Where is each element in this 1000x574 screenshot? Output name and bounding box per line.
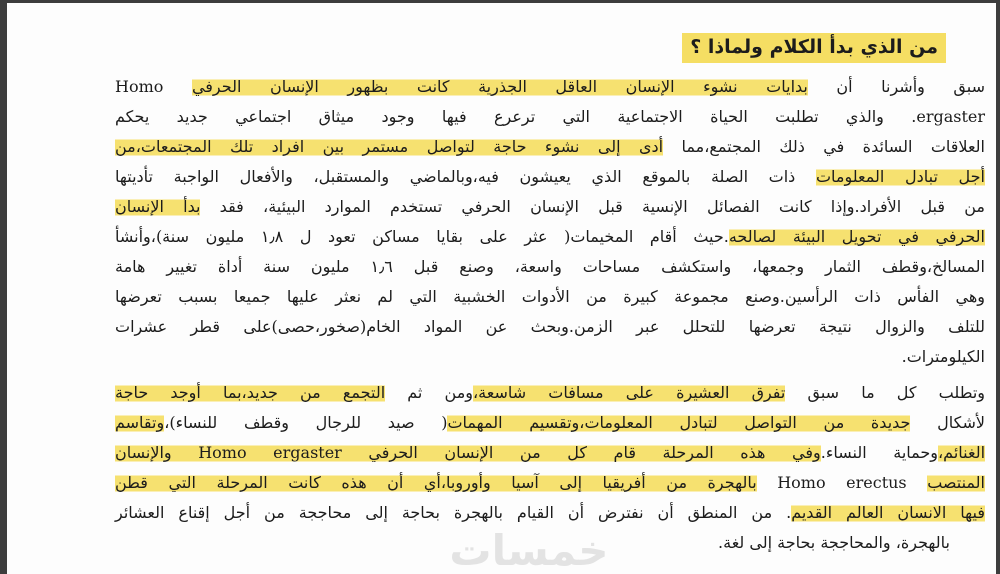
text-line	[115, 498, 985, 528]
highlighted-text: الغنائم،	[938, 443, 986, 462]
text-segment: لأشكال	[910, 413, 985, 432]
highlighted-text: وتقاسم	[115, 413, 165, 432]
highlighted-text: المنتصب	[927, 473, 985, 492]
title-highlight: من الذي بدأ الكلام ولماذا ؟	[682, 33, 946, 63]
highlighted-text: جديدة من التواصل لتبادل المعلومات،وتقسيم المهمات	[447, 413, 911, 432]
text-line	[115, 192, 985, 222]
text-segment: سبق وأشرنا أن	[807, 77, 986, 96]
page-title	[7, 36, 946, 58]
frame-right-edge	[996, 0, 1000, 574]
document-page	[7, 3, 996, 574]
text-segment: للتلف والزوال نتيجة تعرضها للتحلل عبر الزمن.وبحث عن المواد الخام(صخور،حصى)على قطر عشرات	[115, 317, 985, 336]
text-line	[115, 162, 985, 192]
text-segment: . من المنطق أن نفترض أن القيام بالهجرة بحاجة إلى محاججة من أجل إقناع العشائر	[115, 503, 792, 522]
text-segment: بالهجرة، والمحاججة بحاجة إلى لغة.	[718, 533, 950, 552]
text-segment: ( صيد للرجال وقطف للنساء)،	[164, 413, 448, 432]
text-line	[115, 72, 985, 102]
text-line	[115, 102, 985, 132]
text-line	[115, 438, 985, 468]
watermark-khamsat: خمسات	[449, 526, 609, 574]
highlighted-text: بدأ الإنسان	[115, 197, 201, 216]
text-line	[115, 378, 985, 408]
highlighted-text: فيها الانسان العالم القديم	[791, 503, 985, 522]
text-segment: وتطلب كل ما سبق	[785, 383, 985, 402]
text-segment: من قبل الأفراد.وإذا كانت الفصائل الإنسية قبل الإنسان الحرفي تستخدم الموارد البيئية، فقد	[200, 197, 986, 216]
highlighted-text: أدى إلى نشوء حاجة لتواصل مستمر بين افراد تلك المجتمعات،من	[115, 137, 664, 156]
highlighted-text: تفرق العشيرة على مسافات شاسعة،	[473, 383, 786, 402]
text-segment: Homo erectus	[756, 473, 928, 492]
text-segment: ذات الصلة بالموقع الذي يعيشون فيه،وبالماضي والمستقبل، والأفعال الواجبة تأديتها	[115, 167, 816, 186]
highlighted-text: وفي هذه المرحلة قام كل من الإنسان الحرفي Homo ergaster والإنسان	[115, 443, 821, 462]
text-segment: العلاقات السائدة في ذلك المجتمع،مما	[663, 137, 986, 156]
text-segment: الكيلومترات.	[901, 347, 985, 366]
highlighted-text: التجمع من جديد،بما أوجد حاجة	[115, 383, 386, 402]
text-segment: المسالخ،وقطف الثمار وجمعها، واستكشف مساحات واسعة، وصنع قبل ١٫٦ مليون سنة أداة تغيير هامة	[115, 257, 986, 276]
highlighted-text: الحرفي في تحويل البيئة لصالحه	[728, 227, 986, 246]
document-body	[115, 72, 985, 558]
text-line	[115, 468, 985, 498]
text-segment: ومن ثم	[385, 383, 474, 402]
text-segment: ergaster. والذي تطلبت الحياة الاجتماعية التي ترعرع فيها وجود ميثاق اجتماعي جديد يحكم	[115, 107, 985, 126]
frame-left-edge	[0, 0, 7, 574]
text-line	[115, 342, 985, 372]
text-segment: وهي الفأس ذات الرأسين.وصنع مجموعة كبيرة من الأدوات الخشبية التي لم نعثر عليها جميعا بسبب تعرضها	[115, 287, 985, 306]
text-segment: وحماية النساء.	[820, 443, 939, 462]
text-line	[115, 222, 985, 252]
text-line	[115, 408, 985, 438]
text-segment: .حيث أقام المخيمات( عثر على بقايا مساكن تعود ل ١٫٨ مليون سنة)،وأنشأ	[115, 227, 729, 246]
text-line	[115, 252, 985, 282]
text-segment: Homo	[115, 77, 192, 96]
highlighted-text: بالهجرة من أفريقيا إلى آسيا وأوروبا،أي أن هذه كانت المرحلة التي قطن	[115, 473, 757, 492]
text-line	[115, 282, 985, 312]
highlighted-text: أجل تبادل المعلومات	[815, 167, 986, 186]
paragraph-1	[115, 72, 985, 372]
text-line	[115, 312, 985, 342]
frame-top-edge	[0, 0, 1000, 3]
highlighted-text: بدايات نشوء الإنسان العاقل الجذرية كانت بظهور الإنسان الحرفي	[191, 77, 808, 96]
text-line	[115, 132, 985, 162]
